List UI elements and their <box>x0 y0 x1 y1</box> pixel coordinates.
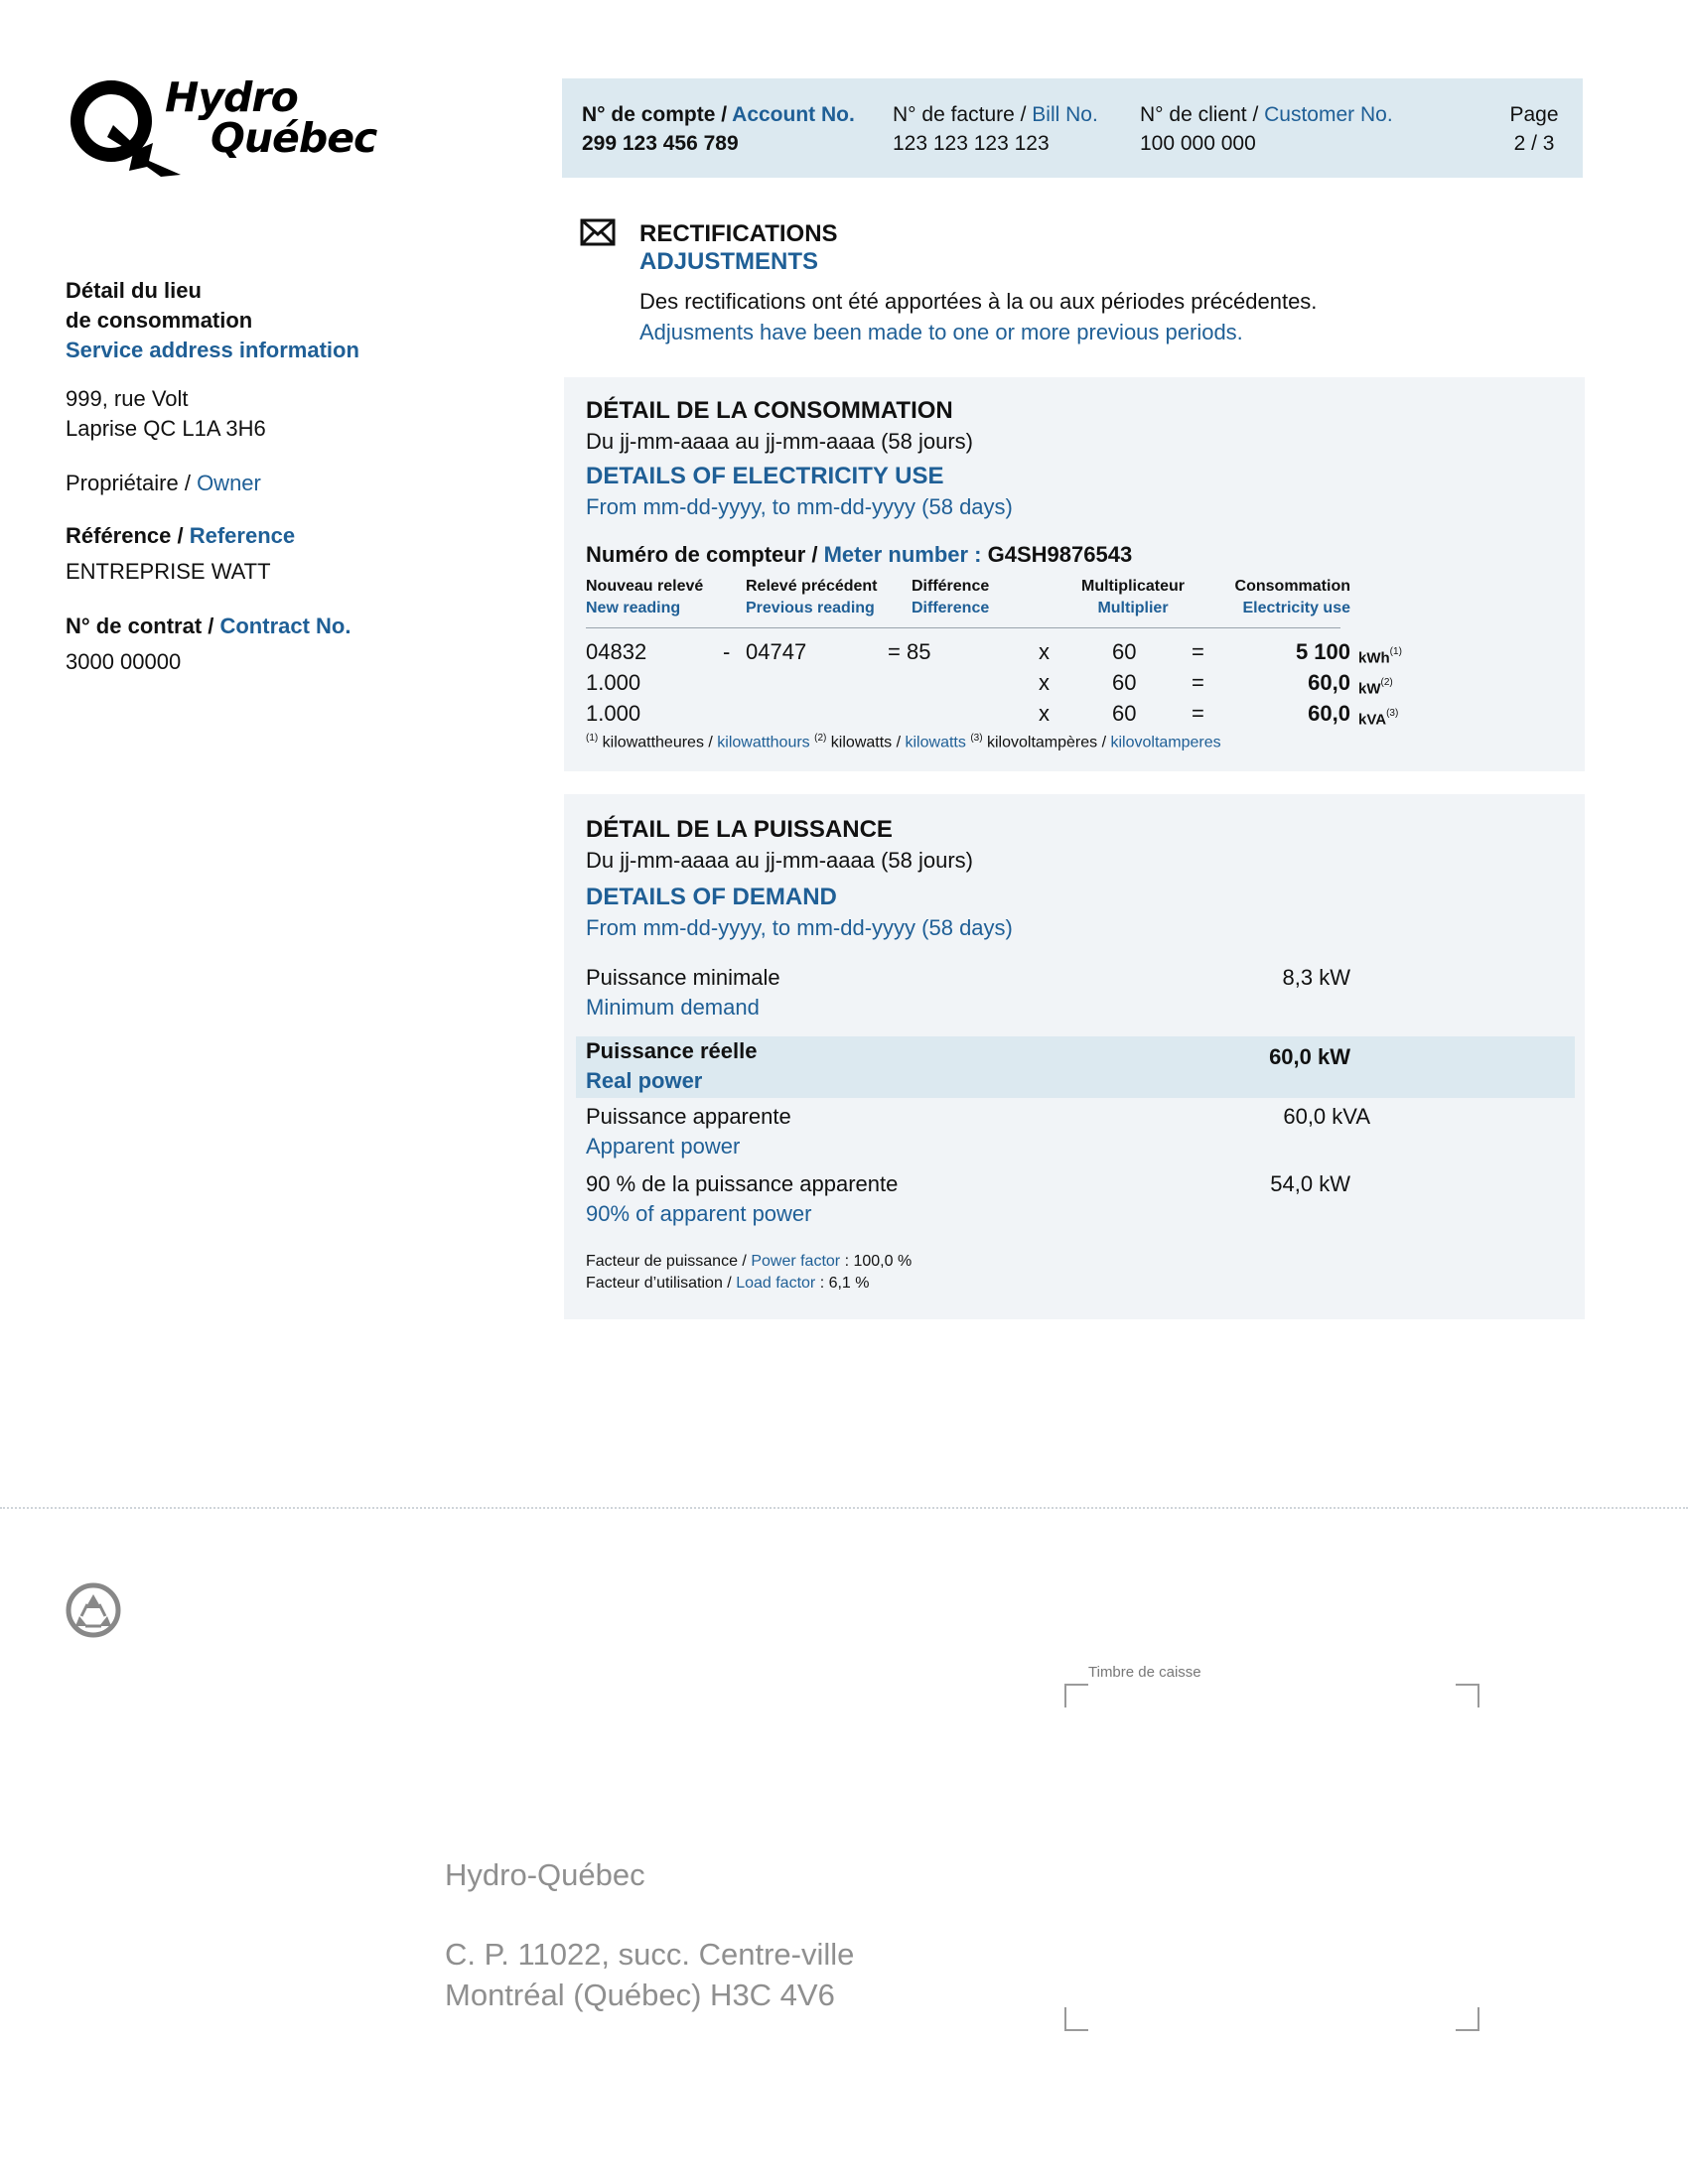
previous-reading: 04747 <box>746 639 807 664</box>
remittance-address-line2: Montréal (Québec) H3C 4V6 <box>445 1978 835 2012</box>
remittance-address-line1: C. P. 11022, succ. Centre-ville <box>445 1937 855 1972</box>
consumption-title-fr: DÉTAIL DE LA CONSOMMATION <box>586 397 953 424</box>
adjustments-title: RECTIFICATIONS ADJUSTMENTS <box>639 220 838 275</box>
equals-sign: = <box>1192 701 1204 726</box>
new-reading: 1.000 <box>586 670 641 695</box>
consumption-panel <box>564 377 1585 771</box>
bill-number-block: N° de facture / Bill No. 123 123 123 123 <box>893 100 1098 158</box>
contract-block: N° de contrat / Contract No. 3000 00000 <box>66 612 351 677</box>
real-power-value: 60,0 kW <box>1269 1044 1350 1069</box>
account-header-bar <box>562 78 1583 178</box>
units-footnote: $^{(1)}$ kilowattheures / kilowatthours $^{(2)}$ kilowatts / kilowatts $^{(3)}$ kilovoltampères / kilovoltamperes <box>586 733 1221 751</box>
bill-number: 123 123 123 123 <box>893 132 1050 155</box>
table-divider <box>586 627 1340 628</box>
ninety-percent-value: 54,0 kW <box>1270 1171 1350 1196</box>
demand-period-en: From mm-dd-yyyy, to mm-dd-yyyy (58 days) <box>586 915 1013 940</box>
recycle-icon <box>66 1582 121 1638</box>
minimum-demand-value: 8,3 kW <box>1282 965 1350 990</box>
times-sign: x <box>1039 670 1050 695</box>
col-previous-reading: Relevé précédent Previous reading <box>746 578 878 616</box>
adjustments-text: Des rectifications ont été apportées à la ou aux périodes précédentes. Adjusments have been made to one or more previous periods. <box>639 289 1318 344</box>
account-number: 299 123 456 789 <box>582 132 739 155</box>
stamp-corner-top-right <box>1456 1684 1479 1707</box>
service-address: 999, rue Volt Laprise QC L1A 3H6 <box>66 386 266 441</box>
contract-value: 3000 00000 <box>66 649 182 674</box>
remittance-name: Hydro-Québec <box>445 1857 645 1892</box>
demand-row-90-apparent: 90 % de la puissance apparente 90% of apparent power <box>586 1171 899 1226</box>
demand-title-fr: DÉTAIL DE LA PUISSANCE <box>586 816 893 843</box>
stamp-corner-top-left <box>1064 1684 1088 1707</box>
unit-label: $kW^{(2)}$ <box>1358 677 1393 698</box>
customer-number-block: N° de client / Customer No. 100 000 000 <box>1140 100 1393 158</box>
electricity-use-value: 60,0 <box>1308 701 1350 726</box>
apparent-power-value: 60,0 kVA <box>1283 1104 1370 1129</box>
demand-row-apparent: Puissance apparente Apparent power <box>586 1104 791 1159</box>
owner-label: Propriétaire / Owner <box>66 471 261 495</box>
new-reading: 04832 <box>586 639 647 664</box>
unit-label: kVA$^{(3)}$ <box>1358 708 1399 729</box>
logo-text: Hydro Québec <box>165 73 377 162</box>
new-reading: 1.000 <box>586 701 641 726</box>
demand-title-en: DETAILS OF DEMAND <box>586 884 837 910</box>
perforation-line <box>0 1507 1688 1509</box>
demand-panel <box>564 794 1585 1319</box>
service-address-title: Détail du lieu de consommation Service address information <box>66 278 359 362</box>
multiplier: 60 <box>1112 670 1137 695</box>
stamp-corner-bottom-left <box>1064 2007 1088 2031</box>
unit-label: kWh$^{(1)}$ <box>1358 646 1402 667</box>
col-new-reading: Nouveau relevé New reading <box>586 578 704 616</box>
power-factor: Facteur de puissance / Power factor : 100,0 % <box>586 1253 913 1270</box>
consumption-period-en: From mm-dd-yyyy, to mm-dd-yyyy (58 days) <box>586 494 1013 519</box>
consumption-title-en: DETAILS OF ELECTRICITY USE <box>586 463 944 489</box>
times-sign: x <box>1039 701 1050 726</box>
stamp-corner-bottom-right <box>1456 2007 1479 2031</box>
equals-sign: = <box>1192 670 1204 695</box>
account-number-block: N° de compte / Account No. 299 123 456 789 <box>582 100 855 158</box>
demand-row-real-power: Puissance réelle Real power <box>586 1038 758 1093</box>
difference: = 85 <box>888 639 931 664</box>
demand-row-minimum: Puissance minimale Minimum demand <box>586 965 780 1020</box>
electricity-use-value: 5 100 <box>1295 639 1350 664</box>
meter-number-line: Numéro de compteur / Meter number : G4SH9876543 <box>586 542 1133 567</box>
consumption-period-fr: Du jj-mm-aaaa au jj-mm-aaaa (58 jours) <box>586 429 974 454</box>
page-number-block: Page 2 / 3 <box>1499 100 1569 158</box>
multiplier: 60 <box>1112 701 1137 726</box>
reference-value: ENTREPRISE WATT <box>66 559 271 584</box>
times-sign: x <box>1039 639 1050 664</box>
page-number: 2 / 3 <box>1513 132 1555 155</box>
electricity-use-value: 60,0 <box>1308 670 1350 695</box>
col-multiplier: Multiplicateur Multiplier <box>1080 578 1185 616</box>
customer-number: 100 000 000 <box>1140 132 1256 155</box>
equals-sign: = <box>1192 639 1204 664</box>
minus-sign: - <box>723 639 731 664</box>
envelope-icon <box>580 218 616 246</box>
col-difference: Différence Difference <box>912 578 990 616</box>
hydro-quebec-logo <box>70 73 377 183</box>
cash-stamp-label: Timbre de caisse <box>1088 1664 1201 1681</box>
demand-period-fr: Du jj-mm-aaaa au jj-mm-aaaa (58 jours) <box>586 848 974 873</box>
meter-number: G4SH9876543 <box>987 542 1133 567</box>
reference-block: Référence / Reference ENTREPRISE WATT <box>66 521 295 587</box>
multiplier: 60 <box>1112 639 1137 664</box>
load-factor: Facteur d’utilisation / Load factor : 6,1 % <box>586 1275 870 1292</box>
col-electricity-use: Consommation Electricity use <box>1234 578 1350 616</box>
